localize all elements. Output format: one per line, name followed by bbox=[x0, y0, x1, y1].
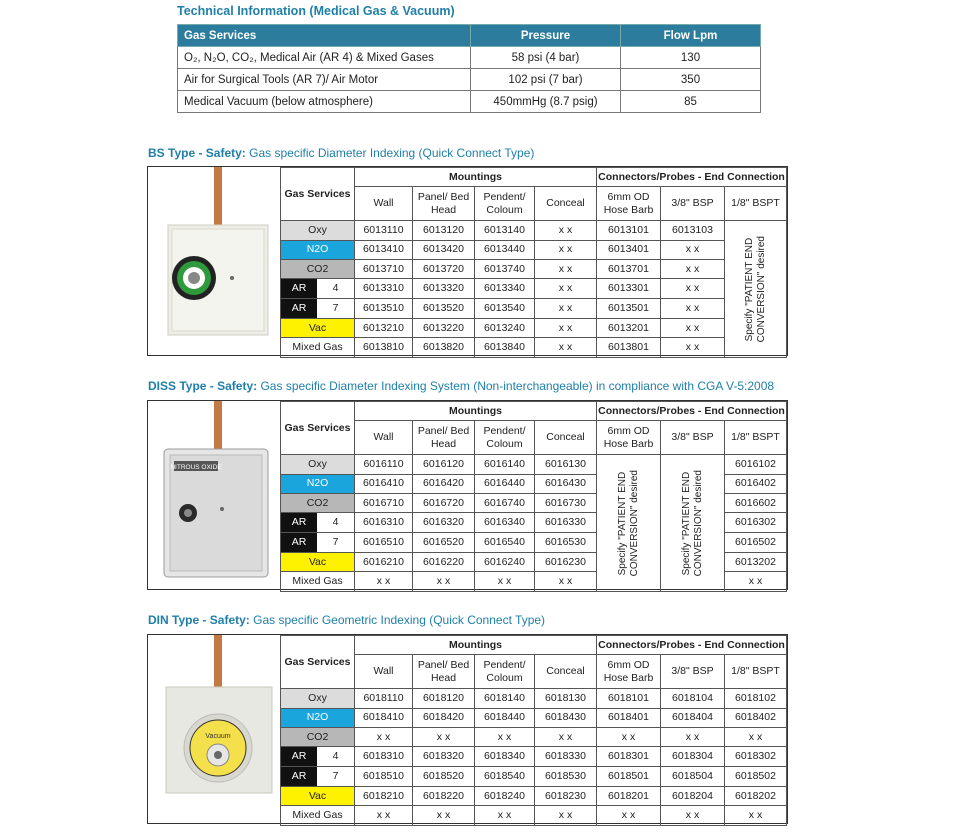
table-cell: 6016220 bbox=[413, 553, 475, 572]
table-cell: CO2 bbox=[281, 493, 355, 512]
table-cell: 6013240 bbox=[475, 319, 535, 338]
table-cell: Mountings bbox=[355, 402, 597, 421]
table-cell: x x bbox=[661, 240, 725, 259]
table-cell: x x bbox=[535, 319, 597, 338]
table-cell: 6016210 bbox=[355, 553, 413, 572]
table-cell: Connectors/Probes - End Connection bbox=[597, 402, 787, 421]
table-cell: 1/8" BSPT bbox=[725, 655, 787, 689]
table-cell: x x bbox=[355, 727, 413, 746]
table-cell: 6013202 bbox=[725, 553, 787, 572]
diss-table bbox=[280, 401, 787, 592]
table-cell: x x bbox=[597, 727, 661, 746]
table-cell: 6016420 bbox=[413, 474, 475, 493]
table-cell: Gas Services bbox=[281, 168, 355, 221]
table-row bbox=[281, 455, 787, 474]
din-table bbox=[280, 635, 787, 826]
table-cell: Mixed Gas bbox=[281, 338, 355, 357]
table-cell: 6018120 bbox=[413, 689, 475, 708]
table-cell: x x bbox=[535, 338, 597, 357]
table-cell: 6018540 bbox=[475, 767, 535, 787]
table-cell: Vac bbox=[281, 787, 355, 806]
table-cell: x x bbox=[661, 338, 725, 357]
diss-heading bbox=[148, 379, 774, 393]
table-cell: 6013710 bbox=[355, 259, 413, 278]
table-cell: 6016140 bbox=[475, 455, 535, 474]
table-cell: Wall bbox=[355, 655, 413, 689]
table-cell: 6016720 bbox=[413, 493, 475, 512]
table-cell: Air for Surgical Tools (AR 7)/ Air Motor bbox=[178, 69, 471, 91]
table-cell: Wall bbox=[355, 187, 413, 221]
table-cell: 450mmHg (8.7 psig) bbox=[471, 91, 621, 113]
table-cell: Oxy bbox=[281, 455, 355, 474]
tech-header-gas: Gas Services bbox=[178, 25, 471, 47]
table-cell bbox=[281, 767, 355, 787]
table-cell: CO2 bbox=[281, 727, 355, 746]
table-cell: 6013420 bbox=[413, 240, 475, 259]
table-cell: x x bbox=[597, 806, 661, 825]
table-row bbox=[281, 338, 787, 357]
table-cell: 6018140 bbox=[475, 689, 535, 708]
table-cell: 6013701 bbox=[597, 259, 661, 278]
table-cell: Conceal bbox=[535, 655, 597, 689]
table-cell: 1/8" BSPT bbox=[725, 421, 787, 455]
bs-heading bbox=[148, 146, 534, 160]
table-cell: x x bbox=[413, 806, 475, 825]
tech-header-flow: Flow Lpm bbox=[621, 25, 761, 47]
table-cell: x x bbox=[535, 572, 597, 591]
table-cell: Pendent/ Coloum bbox=[475, 421, 535, 455]
table-cell: 6018110 bbox=[355, 689, 413, 708]
table-cell: AR bbox=[281, 533, 317, 552]
table-cell: N2O bbox=[281, 708, 355, 727]
table-cell: 6018230 bbox=[535, 787, 597, 806]
table-row bbox=[281, 279, 787, 299]
diss-image-label: NITROUS OXIDE bbox=[170, 464, 222, 471]
bs-conversion-note bbox=[725, 221, 787, 357]
table-cell: 6018302 bbox=[725, 747, 787, 767]
table-cell: 7 bbox=[332, 770, 339, 783]
table-cell: 6018104 bbox=[661, 689, 725, 708]
table-cell: 6013520 bbox=[413, 299, 475, 319]
bs-outlet-image bbox=[148, 167, 280, 355]
table-cell: BS Type - Safety: bbox=[148, 146, 246, 160]
table-row bbox=[178, 69, 761, 91]
table-cell: 130 bbox=[621, 47, 761, 69]
table-cell: x x bbox=[535, 727, 597, 746]
table-cell: Gas specific Geometric Indexing (Quick Connect Type) bbox=[249, 613, 546, 627]
table-cell: x x bbox=[355, 572, 413, 591]
table-cell: x x bbox=[475, 806, 535, 825]
table-cell: 6013501 bbox=[597, 299, 661, 319]
table-row bbox=[281, 689, 787, 708]
table-cell: 6018301 bbox=[597, 747, 661, 767]
table-cell: Panel/ Bed Head bbox=[413, 421, 475, 455]
table-cell: 6018310 bbox=[355, 747, 413, 767]
table-cell: 6018340 bbox=[475, 747, 535, 767]
table-cell: 6018402 bbox=[725, 708, 787, 727]
table-cell: 6013301 bbox=[597, 279, 661, 299]
table-cell: Specify "PATIENT END CONVERSION" desired bbox=[743, 235, 767, 343]
table-cell: 4 bbox=[332, 750, 339, 763]
table-cell: x x bbox=[725, 727, 787, 746]
table-cell: 6018440 bbox=[475, 708, 535, 727]
table-row bbox=[281, 319, 787, 338]
table-row bbox=[281, 806, 787, 825]
table-cell: Gas specific Diameter Indexing (Quick Connect Type) bbox=[245, 146, 535, 160]
table-cell: 6016110 bbox=[355, 455, 413, 474]
table-cell: 6016330 bbox=[535, 513, 597, 533]
table-cell: x x bbox=[535, 299, 597, 319]
table-cell: 6018210 bbox=[355, 787, 413, 806]
table-cell: 6018502 bbox=[725, 767, 787, 787]
table-cell: 6018240 bbox=[475, 787, 535, 806]
table-cell: 6013103 bbox=[661, 221, 725, 240]
table-cell: 6016502 bbox=[725, 533, 787, 553]
table-cell: 85 bbox=[621, 91, 761, 113]
table-row bbox=[281, 299, 787, 319]
table-cell: 1/8" BSPT bbox=[725, 187, 787, 221]
table-cell: 6013810 bbox=[355, 338, 413, 357]
table-cell: 6018410 bbox=[355, 708, 413, 727]
bs-table bbox=[280, 167, 787, 358]
table-cell: 6018204 bbox=[661, 787, 725, 806]
table-cell: DIN Type - Safety: bbox=[148, 613, 250, 627]
table-cell: 6013440 bbox=[475, 240, 535, 259]
table-cell: x x bbox=[725, 806, 787, 825]
table-cell: 6016340 bbox=[475, 513, 535, 533]
table-cell: Connectors/Probes - End Connection bbox=[597, 636, 787, 655]
table-cell: 6018201 bbox=[597, 787, 661, 806]
table-cell: Conceal bbox=[535, 187, 597, 221]
table-cell: 4 bbox=[332, 282, 339, 295]
table-cell: 6013120 bbox=[413, 221, 475, 240]
table-cell: 6016740 bbox=[475, 493, 535, 512]
table-cell: x x bbox=[661, 279, 725, 299]
table-cell: Pendent/ Coloum bbox=[475, 655, 535, 689]
table-cell: 6018530 bbox=[535, 767, 597, 787]
din-image-label: Vacuum bbox=[205, 733, 231, 740]
table-cell: AR bbox=[281, 767, 317, 786]
table-cell: x x bbox=[661, 806, 725, 825]
table-cell: Vac bbox=[281, 553, 355, 572]
table-row bbox=[281, 747, 787, 767]
table-cell: 6018430 bbox=[535, 708, 597, 727]
table-cell: x x bbox=[475, 572, 535, 591]
table-row bbox=[281, 787, 787, 806]
table-row bbox=[178, 47, 761, 69]
table-cell: 6018304 bbox=[661, 747, 725, 767]
table-cell bbox=[281, 747, 355, 767]
tech-table bbox=[177, 24, 761, 113]
table-cell: Mixed Gas bbox=[281, 572, 355, 591]
table-row bbox=[281, 240, 787, 259]
table-cell: 4 bbox=[332, 516, 339, 529]
table-cell: DISS Type - Safety: bbox=[148, 379, 258, 393]
table-cell: 6016120 bbox=[413, 455, 475, 474]
table-cell: 6mm OD Hose Barb bbox=[597, 187, 661, 221]
table-cell: x x bbox=[661, 259, 725, 278]
table-cell: AR bbox=[281, 279, 317, 298]
table-cell: Gas specific Diameter Indexing System (Non-interchangeable) in compliance with CGA V-5:2008 bbox=[257, 379, 775, 393]
table-cell: 6018404 bbox=[661, 708, 725, 727]
table-row bbox=[281, 708, 787, 727]
table-cell bbox=[281, 533, 355, 553]
table-cell: 6016602 bbox=[725, 493, 787, 512]
table-cell: 6016240 bbox=[475, 553, 535, 572]
table-cell: 6013201 bbox=[597, 319, 661, 338]
table-cell: x x bbox=[535, 221, 597, 240]
table-cell: AR bbox=[281, 747, 317, 766]
table-cell: 6013720 bbox=[413, 259, 475, 278]
diss-hose-note bbox=[597, 455, 661, 591]
table-cell: 58 psi (4 bar) bbox=[471, 47, 621, 69]
table-cell: Panel/ Bed Head bbox=[413, 187, 475, 221]
table-cell: 6013310 bbox=[355, 279, 413, 299]
table-cell: 6013740 bbox=[475, 259, 535, 278]
table-cell: x x bbox=[725, 572, 787, 591]
table-cell: 6mm OD Hose Barb bbox=[597, 655, 661, 689]
table-cell: 6016430 bbox=[535, 474, 597, 493]
table-cell: AR bbox=[281, 299, 317, 318]
table-cell: 6013401 bbox=[597, 240, 661, 259]
table-cell: N2O bbox=[281, 240, 355, 259]
table-row bbox=[178, 91, 761, 113]
table-cell: 6018510 bbox=[355, 767, 413, 787]
table-cell: 6013110 bbox=[355, 221, 413, 240]
tech-title: Technical Information (Medical Gas & Vacuum) bbox=[177, 4, 455, 18]
table-cell: x x bbox=[661, 727, 725, 746]
table-cell: 6013840 bbox=[475, 338, 535, 357]
table-cell: Wall bbox=[355, 421, 413, 455]
table-cell: 6016302 bbox=[725, 513, 787, 533]
table-cell: 3/8" BSP bbox=[661, 655, 725, 689]
table-cell: 6018501 bbox=[597, 767, 661, 787]
table-cell: 6016710 bbox=[355, 493, 413, 512]
table-cell: Gas Services bbox=[281, 636, 355, 689]
table-cell: 6mm OD Hose Barb bbox=[597, 421, 661, 455]
table-cell bbox=[281, 513, 355, 533]
table-cell: Mixed Gas bbox=[281, 806, 355, 825]
table-cell: AR bbox=[281, 513, 317, 532]
table-cell: 3/8" BSP bbox=[661, 421, 725, 455]
table-cell: Specify "PATIENT END CONVERSION" desired bbox=[616, 469, 640, 577]
table-cell: x x bbox=[535, 240, 597, 259]
table-cell: x x bbox=[535, 806, 597, 825]
table-cell: CO2 bbox=[281, 259, 355, 278]
tech-header-pressure: Pressure bbox=[471, 25, 621, 47]
table-cell: 6018130 bbox=[535, 689, 597, 708]
table-cell: Pendent/ Coloum bbox=[475, 187, 535, 221]
table-cell: 6013320 bbox=[413, 279, 475, 299]
table-cell: Gas Services bbox=[281, 402, 355, 455]
table-cell bbox=[281, 299, 355, 319]
table-cell: Mountings bbox=[355, 636, 597, 655]
din-heading bbox=[148, 613, 545, 627]
table-cell: 6016440 bbox=[475, 474, 535, 493]
table-cell: 6018202 bbox=[725, 787, 787, 806]
table-cell: 6018504 bbox=[661, 767, 725, 787]
table-cell: 6016230 bbox=[535, 553, 597, 572]
table-cell: x x bbox=[535, 279, 597, 299]
table-cell: 6013820 bbox=[413, 338, 475, 357]
table-row bbox=[281, 767, 787, 787]
table-cell: 6016130 bbox=[535, 455, 597, 474]
table-cell: 6018330 bbox=[535, 747, 597, 767]
table-cell: 6013510 bbox=[355, 299, 413, 319]
table-cell: 6016520 bbox=[413, 533, 475, 553]
table-cell: 6018401 bbox=[597, 708, 661, 727]
table-cell: Conceal bbox=[535, 421, 597, 455]
table-cell: 6016102 bbox=[725, 455, 787, 474]
table-cell: 6016730 bbox=[535, 493, 597, 512]
table-cell: 7 bbox=[332, 302, 339, 315]
table-cell: 6013140 bbox=[475, 221, 535, 240]
table-row bbox=[281, 221, 787, 240]
table-cell: Vac bbox=[281, 319, 355, 338]
table-cell: x x bbox=[535, 259, 597, 278]
table-cell: 6018102 bbox=[725, 689, 787, 708]
table-cell: 6013220 bbox=[413, 319, 475, 338]
table-cell: Connectors/Probes - End Connection bbox=[597, 168, 787, 187]
table-cell: Panel/ Bed Head bbox=[413, 655, 475, 689]
table-cell: 6013340 bbox=[475, 279, 535, 299]
table-cell: Medical Vacuum (below atmosphere) bbox=[178, 91, 471, 113]
table-cell: 6016510 bbox=[355, 533, 413, 553]
din-outlet-image bbox=[148, 635, 280, 823]
table-cell: 350 bbox=[621, 69, 761, 91]
table-row bbox=[281, 259, 787, 278]
table-cell: 6018520 bbox=[413, 767, 475, 787]
table-cell: O₂, N₂O, CO₂, Medical Air (AR 4) & Mixed Gases bbox=[178, 47, 471, 69]
table-cell: x x bbox=[475, 727, 535, 746]
table-cell: x x bbox=[413, 727, 475, 746]
table-cell: 6018420 bbox=[413, 708, 475, 727]
table-cell: x x bbox=[413, 572, 475, 591]
table-cell: 3/8" BSP bbox=[661, 187, 725, 221]
diss-bsp-note bbox=[661, 455, 725, 591]
table-cell: 6016540 bbox=[475, 533, 535, 553]
table-cell: 6016310 bbox=[355, 513, 413, 533]
table-cell: 6013540 bbox=[475, 299, 535, 319]
table-cell: 102 psi (7 bar) bbox=[471, 69, 621, 91]
table-cell: Specify "PATIENT END CONVERSION" desired bbox=[680, 469, 704, 577]
table-cell: 6013410 bbox=[355, 240, 413, 259]
table-cell: 7 bbox=[332, 536, 339, 549]
table-cell: Oxy bbox=[281, 689, 355, 708]
table-cell: 6016530 bbox=[535, 533, 597, 553]
table-cell: 6016410 bbox=[355, 474, 413, 493]
table-row bbox=[281, 727, 787, 746]
table-cell: 6013801 bbox=[597, 338, 661, 357]
table-cell: x x bbox=[661, 299, 725, 319]
table-cell: 6016320 bbox=[413, 513, 475, 533]
table-cell: Oxy bbox=[281, 221, 355, 240]
table-cell: 6013101 bbox=[597, 221, 661, 240]
table-cell: N2O bbox=[281, 474, 355, 493]
table-cell: Mountings bbox=[355, 168, 597, 187]
table-cell: 6013210 bbox=[355, 319, 413, 338]
table-cell: 6016402 bbox=[725, 474, 787, 493]
table-cell: 6018220 bbox=[413, 787, 475, 806]
table-cell bbox=[281, 279, 355, 299]
diss-outlet-image bbox=[148, 401, 280, 589]
table-cell: 6018320 bbox=[413, 747, 475, 767]
table-cell: 6018101 bbox=[597, 689, 661, 708]
table-cell: x x bbox=[355, 806, 413, 825]
table-cell: x x bbox=[661, 319, 725, 338]
